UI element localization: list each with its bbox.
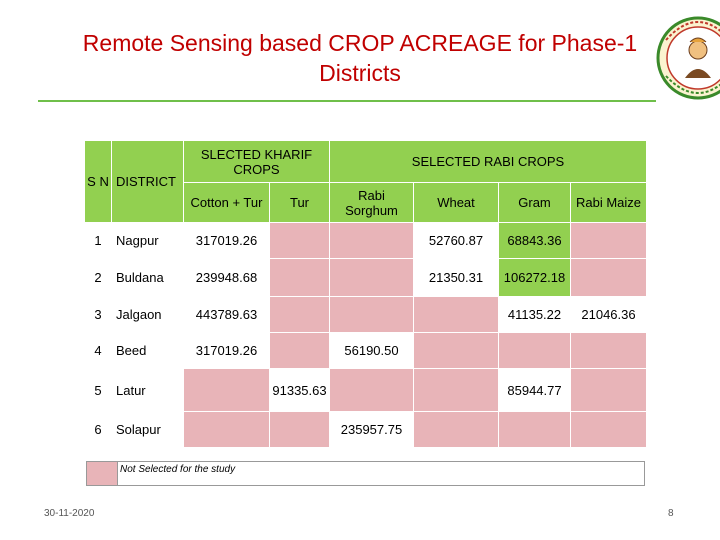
cell-not-selected xyxy=(270,297,330,333)
header-crop: Tur xyxy=(270,183,330,223)
row-district: Buldana xyxy=(112,259,184,297)
row-district: Latur xyxy=(112,369,184,412)
title-divider xyxy=(38,100,656,102)
header-kharif-group: SLECTED KHARIF CROPS xyxy=(184,141,330,183)
header-sn: S N xyxy=(85,141,112,223)
header-crop: Wheat xyxy=(414,183,499,223)
footer-date: 30-11-2020 xyxy=(44,508,95,519)
table-row xyxy=(85,223,647,259)
table-row xyxy=(85,412,647,448)
legend-label: Not Selected for the study xyxy=(120,464,236,475)
slide-title-line2: Districts xyxy=(319,60,401,86)
cell-not-selected xyxy=(330,369,414,412)
cell-not-selected xyxy=(270,259,330,297)
cell-value: 443789.63 xyxy=(184,297,270,333)
cell-not-selected xyxy=(270,223,330,259)
cell-value: 52760.87 xyxy=(414,223,499,259)
cell-value: 239948.68 xyxy=(184,259,270,297)
row-sn: 4 xyxy=(85,333,112,369)
row-sn: 3 xyxy=(85,297,112,333)
cell-not-selected xyxy=(330,223,414,259)
cell-value: 21350.31 xyxy=(414,259,499,297)
cell-value: 56190.50 xyxy=(330,333,414,369)
table-row xyxy=(85,369,647,412)
slide-title xyxy=(40,28,680,88)
cell-value: 21046.36 xyxy=(571,297,647,333)
cell-not-selected xyxy=(330,297,414,333)
row-sn: 5 xyxy=(85,369,112,412)
cell-not-selected xyxy=(330,259,414,297)
cell-not-selected xyxy=(499,412,571,448)
cell-not-selected xyxy=(571,369,647,412)
cell-value: 41135.22 xyxy=(499,297,571,333)
row-sn: 2 xyxy=(85,259,112,297)
cell-not-selected xyxy=(184,412,270,448)
cell-value: 68843.36 xyxy=(499,223,571,259)
cell-not-selected xyxy=(571,223,647,259)
cell-not-selected xyxy=(414,297,499,333)
cell-not-selected xyxy=(571,412,647,448)
row-sn: 6 xyxy=(85,412,112,448)
header-crop: Gram xyxy=(499,183,571,223)
cell-not-selected xyxy=(414,369,499,412)
cell-not-selected xyxy=(414,412,499,448)
university-seal-logo xyxy=(652,0,720,118)
cell-value: 85944.77 xyxy=(499,369,571,412)
table-row xyxy=(85,333,647,369)
row-district: Nagpur xyxy=(112,223,184,259)
cell-not-selected xyxy=(270,333,330,369)
cell-value: 106272.18 xyxy=(499,259,571,297)
table-row xyxy=(85,297,647,333)
cell-not-selected xyxy=(499,333,571,369)
row-district: Beed xyxy=(112,333,184,369)
header-crop: Rabi Maize xyxy=(571,183,647,223)
cell-value: 235957.75 xyxy=(330,412,414,448)
cell-not-selected xyxy=(184,369,270,412)
cell-not-selected xyxy=(414,333,499,369)
page-number: 8 xyxy=(668,508,674,519)
cell-not-selected xyxy=(270,412,330,448)
cell-not-selected xyxy=(571,259,647,297)
header-rabi-group: SELECTED RABI CROPS xyxy=(330,141,647,183)
row-sn: 1 xyxy=(85,223,112,259)
cell-not-selected xyxy=(571,333,647,369)
slide-title-line1: Remote Sensing based CROP ACREAGE for Phase-1 xyxy=(82,30,638,56)
row-district: Jalgaon xyxy=(112,297,184,333)
table-row xyxy=(85,259,647,297)
crop-acreage-table xyxy=(84,140,647,448)
header-crop: Rabi Sorghum xyxy=(330,183,414,223)
header-crop: Cotton + Tur xyxy=(184,183,270,223)
header-district: DISTRICT xyxy=(112,141,184,223)
legend-swatch xyxy=(86,461,118,486)
row-district: Solapur xyxy=(112,412,184,448)
cell-value: 317019.26 xyxy=(184,223,270,259)
cell-value: 91335.63 xyxy=(270,369,330,412)
cell-value: 317019.26 xyxy=(184,333,270,369)
